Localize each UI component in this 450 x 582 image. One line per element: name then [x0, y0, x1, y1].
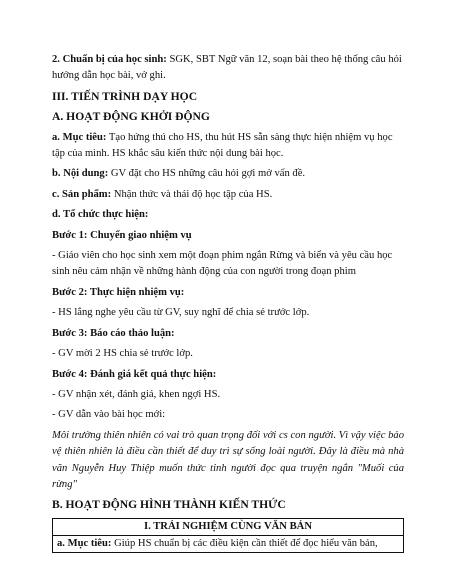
section-a-heading: A. HOẠT ĐỘNG KHỞI ĐỘNG — [52, 110, 210, 124]
table-objective-text: Giúp HS chuẩn bị các điều kiện cần thiết để đọc hiểu văn bản, — [111, 537, 378, 549]
content-text: GV đặt cho HS những câu hỏi gợi mở vấn đề. — [108, 168, 306, 180]
experience-table — [52, 518, 404, 553]
student-prep-paragraph — [52, 52, 404, 68]
table-header-cell: I. TRẢI NGHIỆM CÙNG VĂN BẢN — [53, 518, 404, 535]
table-objective-label: a. Mục tiêu: — [57, 537, 112, 549]
step4-line2: - GV dẫn vào bài học mới: — [52, 409, 166, 421]
student-prep-label: 2. Chuẩn bị của học sinh: — [52, 54, 167, 65]
step4-line1: - GV nhận xét, đánh giá, khen ngợi HS. — [52, 388, 221, 400]
lead-in-italic-paragraph: Môi trường thiên nhiên có vai trò quan trọng đối với cs con người. Vì vậy việc bảo vệ thiên nhiên là điều cần thiết để duy trì sự sống loài người. Đây là điều mà nhà văn Nguyễn Huy Thiệp muốn thức tỉnh người đọc qua truyện ngắn "Muối của rừng" — [52, 429, 404, 490]
content-paragraph — [52, 166, 404, 182]
objective-label: a. Mục tiêu: — [52, 131, 107, 143]
product-label: c. Sản phẩm: — [52, 188, 112, 200]
step3-label: Bước 3: Báo cáo thảo luận: — [52, 327, 175, 339]
student-prep-text: SGK, SBT Ngữ văn 12, soạn bài theo hệ thống câu hỏi — [166, 54, 402, 65]
step2-label: Bước 2: Thực hiện nhiệm vụ: — [52, 286, 185, 298]
table-objective-cell — [53, 535, 404, 552]
product-text: Nhận thức và thái độ học tập của HS. — [111, 188, 273, 200]
step1-label: Bước 1: Chuyển giao nhiệm vụ — [52, 229, 192, 241]
document-page — [52, 52, 404, 553]
student-prep-text-cont: hướng dẫn học bài, vở ghi. — [52, 70, 166, 82]
step1-line1: - Giáo viên cho học sinh xem một đoạn phim ngắn Rừng và biển và yêu cầu học — [52, 250, 393, 262]
objective-paragraph — [52, 130, 404, 146]
step1-line2: sinh nêu cảm nhận về những hành động của con người trong đoạn phim — [52, 266, 356, 278]
product-paragraph — [52, 187, 404, 203]
content-label: b. Nội dung: — [52, 168, 109, 180]
step2-line1: - HS lắng nghe yêu cầu từ GV, suy nghĩ để chia sẻ trước lớp. — [52, 307, 310, 319]
objective-text-cont: tập của mình. HS khắc sâu kiến thức nội dung bài học. — [52, 148, 284, 160]
step3-line1: - GV mời 2 HS chia sẻ trước lớp. — [52, 348, 193, 360]
step4-label: Bước 4: Đánh giá kết quả thực hiện: — [52, 368, 217, 380]
section-b-heading: B. HOẠT ĐỘNG HÌNH THÀNH KIẾN THỨC — [52, 498, 286, 512]
objective-text: Tạo hứng thú cho HS, thu hút HS sẵn sàng thực hiện nhiệm vụ học — [106, 131, 393, 143]
organization-label: d. Tổ chức thực hiện: — [52, 209, 149, 221]
section-iii-heading: III. TIẾN TRÌNH DẠY HỌC — [52, 89, 198, 103]
